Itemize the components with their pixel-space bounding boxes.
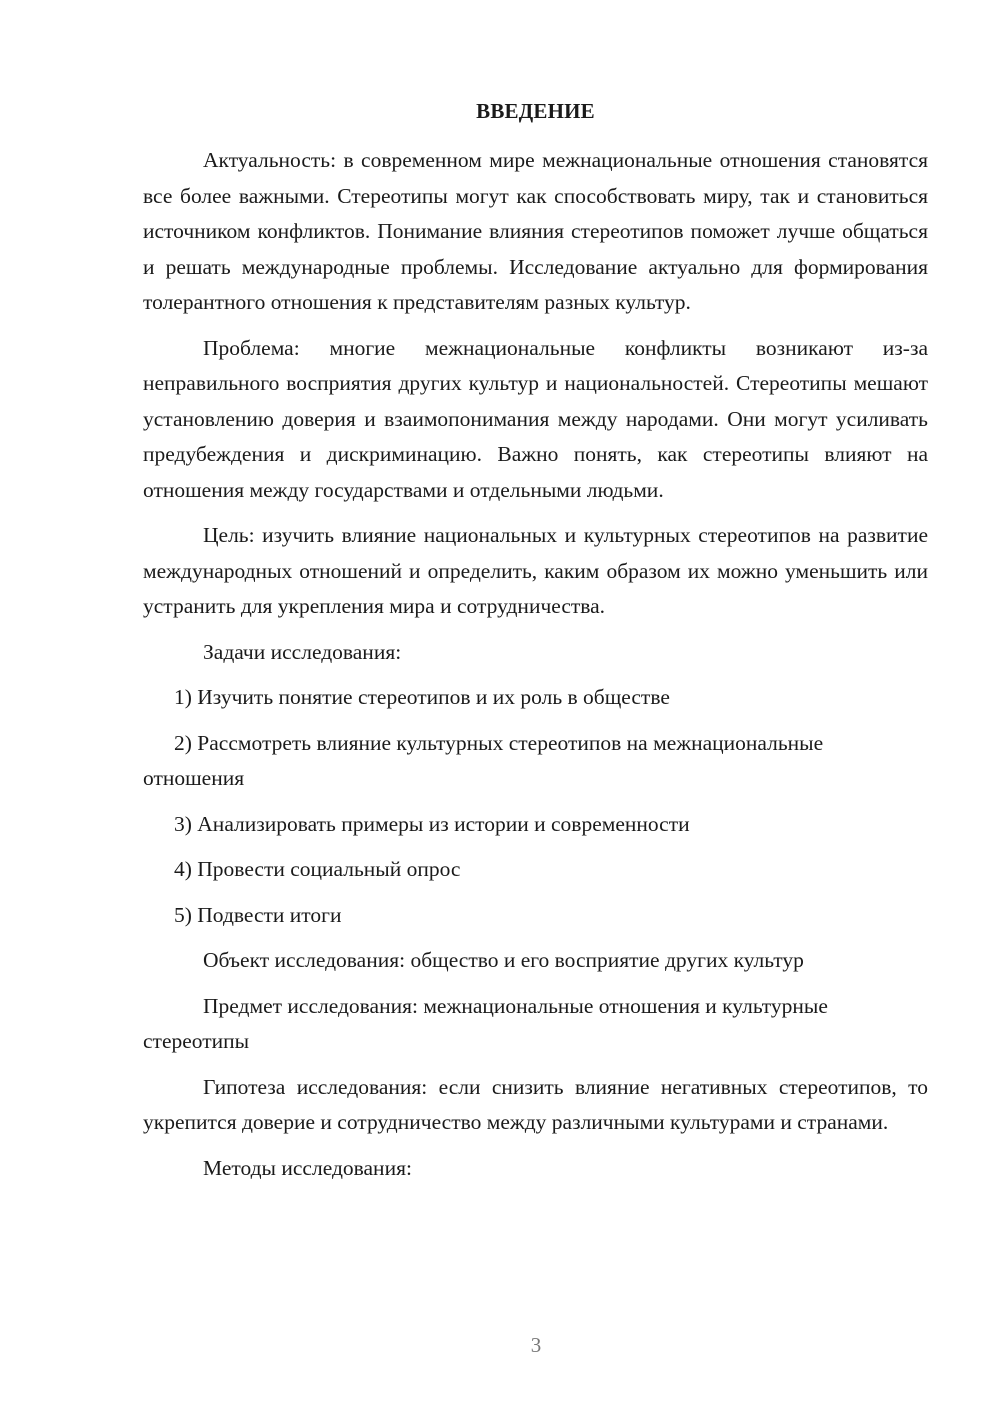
subject-paragraph: Предмет исследования: межнациональные отношения и культурные стереотипы [143,993,828,1053]
task-item-5: 5) Подвести итоги [174,902,342,927]
hypothesis-paragraph: Гипотеза исследования: если снизить влияние негативных стереотипов, то укрепится доверие и сотрудничество между различными культурами и странами. [143,1074,928,1134]
body-text [143,143,928,1196]
problem-paragraph: Проблема: многие межнациональные конфликты возникают из-за неправильного восприятия других культур и национальностей. Стереотипы мешают установлению доверия и взаимопонимания между народами. Они могут усиливать предубеждения и дискриминацию. Важно понять, как стереотипы влияют на отношения между государствами и отдельными людьми. [143,335,928,502]
methods-heading: Методы исследования: [203,1155,412,1180]
task-item-4: 4) Провести социальный опрос [174,857,461,881]
relevance-paragraph: Актуальность: в современном мире межнациональные отношения становятся все более важными. Стереотипы могут как способствовать миру, так и становиться источником конфликтов. Понимание влияния стереотипов поможет лучше общаться и решать международные проблемы. Исследование актуально для формирования толерантного отношения к представителям разных культур. [143,148,928,314]
task-item-3: 3) Анализировать примеры из истории и современности [174,811,690,836]
section-heading: ВВЕДЕНИЕ [476,99,595,123]
tasks-heading: Задачи исследования: [203,639,402,664]
page-number: 3 [530,1333,542,1357]
task-item-2: 2) Рассмотреть влияние культурных стереотипов на межнациональные отношения [143,730,824,790]
object-paragraph: Объект исследования: общество и его восприятие других культур [203,948,804,972]
goal-paragraph: Цель: изучить влияние национальных и культурных стереотипов на развитие международных отношений и определить, каким образом их можно уменьшить или устранить для укрепления мира и сотрудничества. [143,523,928,618]
task-item-1: 1) Изучить понятие стереотипов и их роль в обществе [174,685,670,709]
